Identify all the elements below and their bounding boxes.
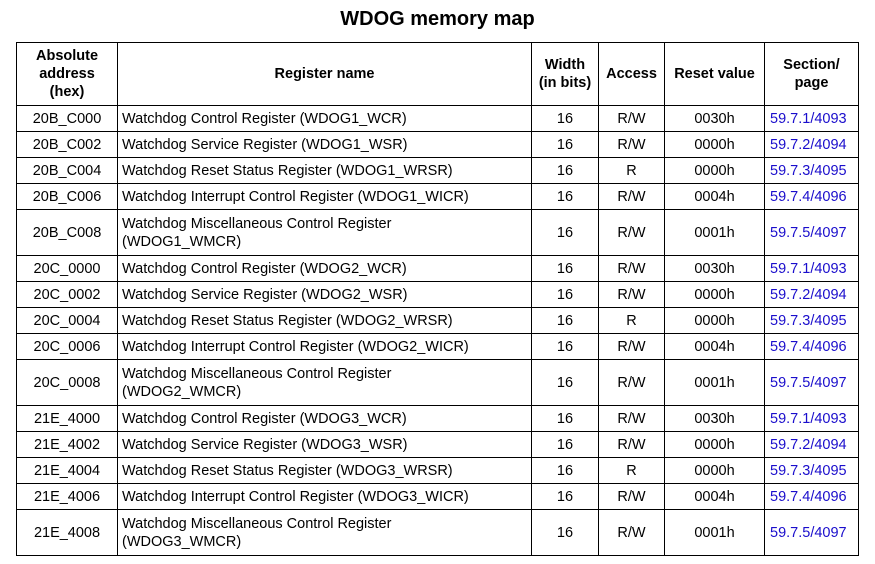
table-row	[17, 484, 859, 510]
cell-access: R/W	[599, 132, 665, 158]
table-row	[17, 106, 859, 132]
section-link[interactable]: 59.7.3/4095	[765, 158, 859, 184]
section-link[interactable]: 59.7.2/4094	[765, 432, 859, 458]
cell-register-name: Watchdog Miscellaneous Control Register (WDOG1_WMCR)	[118, 210, 532, 256]
cell-register-name: Watchdog Interrupt Control Register (WDOG1_WICR)	[118, 184, 532, 210]
cell-width: 16	[532, 132, 599, 158]
table-row	[17, 282, 859, 308]
memory-map-table	[16, 42, 859, 556]
table-row	[17, 432, 859, 458]
cell-width: 16	[532, 256, 599, 282]
table-row	[17, 308, 859, 334]
header-reset-value: Reset value	[665, 43, 765, 106]
cell-register-name: Watchdog Interrupt Control Register (WDOG3_WICR)	[118, 484, 532, 510]
cell-width: 16	[532, 106, 599, 132]
section-link[interactable]: 59.7.1/4093	[765, 406, 859, 432]
cell-address: 20B_C002	[17, 132, 118, 158]
cell-width: 16	[532, 484, 599, 510]
section-link[interactable]: 59.7.4/4096	[765, 484, 859, 510]
cell-register-name: Watchdog Service Register (WDOG1_WSR)	[118, 132, 532, 158]
cell-address: 21E_4008	[17, 510, 118, 556]
table-row	[17, 360, 859, 406]
cell-access: R/W	[599, 432, 665, 458]
section-link[interactable]: 59.7.4/4096	[765, 184, 859, 210]
cell-width: 16	[532, 282, 599, 308]
table-row	[17, 510, 859, 556]
cell-access: R	[599, 458, 665, 484]
cell-width: 16	[532, 458, 599, 484]
cell-reset-value: 0000h	[665, 132, 765, 158]
table-row	[17, 458, 859, 484]
table-row	[17, 406, 859, 432]
section-link[interactable]: 59.7.1/4093	[765, 256, 859, 282]
table-row	[17, 210, 859, 256]
cell-register-name: Watchdog Interrupt Control Register (WDOG2_WICR)	[118, 334, 532, 360]
cell-reset-value: 0000h	[665, 282, 765, 308]
cell-width: 16	[532, 308, 599, 334]
cell-address: 21E_4002	[17, 432, 118, 458]
cell-reset-value: 0000h	[665, 158, 765, 184]
section-link[interactable]: 59.7.2/4094	[765, 282, 859, 308]
table-row	[17, 334, 859, 360]
cell-address: 20B_C004	[17, 158, 118, 184]
cell-width: 16	[532, 184, 599, 210]
cell-access: R/W	[599, 334, 665, 360]
cell-reset-value: 0004h	[665, 484, 765, 510]
cell-access: R/W	[599, 210, 665, 256]
cell-access: R	[599, 308, 665, 334]
cell-register-name: Watchdog Miscellaneous Control Register (WDOG2_WMCR)	[118, 360, 532, 406]
cell-access: R/W	[599, 106, 665, 132]
cell-address: 20C_0002	[17, 282, 118, 308]
cell-address: 21E_4006	[17, 484, 118, 510]
cell-register-name: Watchdog Reset Status Register (WDOG3_WRSR)	[118, 458, 532, 484]
cell-reset-value: 0001h	[665, 510, 765, 556]
cell-reset-value: 0030h	[665, 106, 765, 132]
cell-register-name: Watchdog Control Register (WDOG1_WCR)	[118, 106, 532, 132]
cell-address: 21E_4000	[17, 406, 118, 432]
section-link[interactable]: 59.7.5/4097	[765, 210, 859, 256]
table-header-row	[17, 43, 859, 106]
header-address: Absolute address (hex)	[17, 43, 118, 106]
cell-width: 16	[532, 334, 599, 360]
cell-reset-value: 0001h	[665, 210, 765, 256]
cell-access: R/W	[599, 360, 665, 406]
cell-access: R/W	[599, 406, 665, 432]
section-link[interactable]: 59.7.1/4093	[765, 106, 859, 132]
cell-register-name: Watchdog Control Register (WDOG2_WCR)	[118, 256, 532, 282]
cell-register-name: Watchdog Miscellaneous Control Register (WDOG3_WMCR)	[118, 510, 532, 556]
cell-reset-value: 0004h	[665, 184, 765, 210]
page-title: WDOG memory map	[340, 8, 535, 30]
cell-reset-value: 0001h	[665, 360, 765, 406]
cell-register-name: Watchdog Reset Status Register (WDOG2_WRSR)	[118, 308, 532, 334]
section-link[interactable]: 59.7.2/4094	[765, 132, 859, 158]
cell-reset-value: 0000h	[665, 432, 765, 458]
section-link[interactable]: 59.7.5/4097	[765, 510, 859, 556]
cell-reset-value: 0000h	[665, 458, 765, 484]
cell-access: R/W	[599, 256, 665, 282]
cell-register-name: Watchdog Reset Status Register (WDOG1_WRSR)	[118, 158, 532, 184]
cell-width: 16	[532, 210, 599, 256]
cell-reset-value: 0030h	[665, 256, 765, 282]
cell-access: R/W	[599, 484, 665, 510]
cell-address: 20C_0006	[17, 334, 118, 360]
cell-width: 16	[532, 158, 599, 184]
cell-access: R/W	[599, 282, 665, 308]
cell-address: 20B_C008	[17, 210, 118, 256]
cell-reset-value: 0030h	[665, 406, 765, 432]
cell-width: 16	[532, 510, 599, 556]
cell-register-name: Watchdog Control Register (WDOG3_WCR)	[118, 406, 532, 432]
section-link[interactable]: 59.7.4/4096	[765, 334, 859, 360]
cell-address: 20C_0000	[17, 256, 118, 282]
table-row	[17, 158, 859, 184]
cell-reset-value: 0004h	[665, 334, 765, 360]
cell-access: R	[599, 158, 665, 184]
cell-address: 20B_C000	[17, 106, 118, 132]
cell-access: R/W	[599, 184, 665, 210]
cell-address: 20C_0008	[17, 360, 118, 406]
section-link[interactable]: 59.7.3/4095	[765, 308, 859, 334]
header-register-name: Register name	[118, 43, 532, 106]
cell-width: 16	[532, 432, 599, 458]
header-access: Access	[599, 43, 665, 106]
cell-register-name: Watchdog Service Register (WDOG3_WSR)	[118, 432, 532, 458]
header-section-page: Section/ page	[765, 43, 859, 106]
cell-address: 20B_C006	[17, 184, 118, 210]
cell-address: 21E_4004	[17, 458, 118, 484]
table-row	[17, 184, 859, 210]
table-row	[17, 132, 859, 158]
section-link[interactable]: 59.7.3/4095	[765, 458, 859, 484]
cell-address: 20C_0004	[17, 308, 118, 334]
header-width: Width (in bits)	[532, 43, 599, 106]
cell-access: R/W	[599, 510, 665, 556]
cell-width: 16	[532, 406, 599, 432]
section-link[interactable]: 59.7.5/4097	[765, 360, 859, 406]
cell-register-name: Watchdog Service Register (WDOG2_WSR)	[118, 282, 532, 308]
cell-reset-value: 0000h	[665, 308, 765, 334]
cell-width: 16	[532, 360, 599, 406]
table-row	[17, 256, 859, 282]
